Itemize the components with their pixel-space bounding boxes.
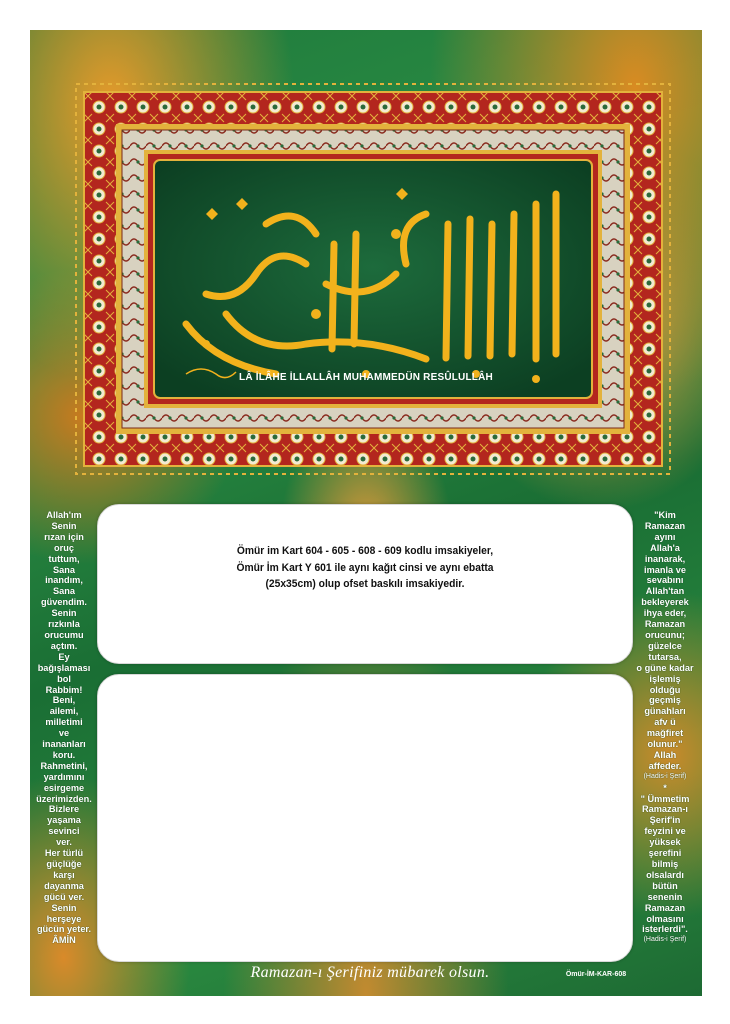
prayer-line: Rabbim! [45,684,83,695]
poster-sheet [30,30,702,996]
hadith-1-line: orucunu; [645,629,685,640]
prayer-line: oruç [54,542,74,553]
prayer-line: yaşama [47,815,81,826]
hadith-2-source: (Hadis-i Şerif) [643,936,687,944]
hadith-1-line: ayını [654,531,676,542]
prayer-line: koru. [52,749,76,760]
prayer-line: Ey [58,651,70,662]
prayer-line: açtım. [50,640,78,651]
prayer-line: Sana [53,586,75,597]
prayer-line: bol [57,673,71,684]
hadith-2-line: bilmiş [651,859,679,869]
hadith-1-line: o güne kadar [636,662,694,673]
hadith-1-line: işlemiş [649,673,681,684]
hadith-1-line: bekleyerek [641,597,689,608]
prayer-line: Senin [51,902,77,913]
prayer-line: Senin [51,608,77,619]
prayer-line: tuttum, [48,553,80,564]
prayer-line: gücü ver. [43,891,85,902]
hadith-1-line: Ramazan [644,619,686,630]
left-prayer-text [32,510,96,946]
prayer-line: Senin [51,520,77,531]
hadith-2-line: " Ümmetim [640,793,690,804]
ornamental-calligraphy-frame [66,74,680,484]
hadith-1-line: sevabını [646,575,684,586]
hadith-2-line: olmasını [646,913,684,924]
prayer-line: üzerimizden. [36,793,92,804]
prayer-line: herşeye [46,913,82,924]
hadith-1-line: mağfiret [646,728,684,739]
hadith-2-line: isterlerdi". [642,924,688,935]
prayer-line: dayanma [44,880,84,891]
prayer-line: sevinci [48,826,80,837]
hadith-2-line: Ramazan [644,902,686,913]
prayer-line: milletimi [45,717,83,728]
prayer-line: esirgeme [43,782,85,793]
notice-panel [97,504,633,664]
calligraphy-transliteration: LÂ İLÂHE İLLALLÂH MUHAMMEDÜN RESÛLULLÂH [239,372,493,383]
notice-line-1: Ömür im Kart 604 - 605 - 608 - 609 kodlu imsakiyeler, [236,545,494,557]
prayer-line: rızkınla [48,619,80,630]
hadith-1-source: (Hadis-i Şerif) [643,772,687,780]
product-code: Ömür-İM-KAR-608 [565,971,627,978]
prayer-line: ailemi, [49,706,79,717]
hadith-2 [632,794,698,936]
hadith-2-line: şerefini [648,848,682,859]
hadith-1-line: olunur." [647,739,683,750]
prayer-line: ve [58,728,70,739]
hadith-1-line: inanarak, [644,553,686,564]
prayer-line: inandım, [45,575,83,586]
prayer-line: Rahmetini, [40,760,88,771]
prayer-line: güçlüğe [46,859,82,869]
hadith-1-line: güzelce [648,640,682,651]
prayer-line: yardımını [43,771,85,782]
prayer-line: bağışlaması [37,662,91,673]
hadith-2-line: Ramazan-ı [642,804,688,815]
hadith-1-line: afv ü [654,717,676,728]
hadith-2-line: Şerif'in [649,815,681,826]
hadith-1-line: günahları [644,706,686,717]
hadith-1-line: imanla ve [644,564,686,575]
hadith-2-line: senenin [647,891,683,902]
prayer-line: ver. [56,837,72,848]
footer-blessing: Ramazan-ı Şerifiniz mübarek olsun. [250,964,490,981]
prayer-line: Allah'ım [46,510,82,520]
prayer-line: inananları [42,739,86,750]
hadith-1-line: Allah'tan [645,586,685,597]
hadith-1-line: Allah'a [650,542,680,553]
right-hadith-text [632,510,698,946]
prayer-line: güvendim. [41,597,87,608]
prayer-line: ÂMİN [52,935,76,946]
hadith-separator: * [663,782,667,793]
prayer-line: gücün yeter. [36,924,92,935]
hadith-1-line: tutarsa, [648,651,682,662]
hadith-1-line: olduğu [649,684,681,695]
prayer-line: rızan için [44,531,84,542]
hadith-2-line: yüksek [649,837,681,848]
prayer-line: Bizlere [48,804,80,815]
hadith-1-line: geçmiş [649,695,681,706]
hadith-1-line: ihya eder, [643,608,687,619]
hadith-2-line: olsalardı [646,869,684,880]
prayer-line: Sana [53,564,75,575]
prayer-line: orucumu [44,629,84,640]
prayer-line: Her türlü [44,848,84,859]
hadith-1 [632,510,698,772]
prayer-line: Beni, [52,695,76,706]
hadith-1-line: "Kim [654,510,676,520]
hadith-2-line: feyzini ve [644,826,686,837]
notice-line-2: Ömür İm Kart Y 601 ile aynı kağıt cinsi ve aynı ebatta [236,561,494,574]
notice-text [119,543,610,593]
prayer-line: karşı [53,869,75,880]
blank-panel [97,674,633,962]
notice-line-3: (25x35cm) olup ofset baskılı imsakiyedir. [265,578,465,590]
hadith-1-line: affeder. [648,760,682,771]
hadith-1-line: Ramazan [644,520,686,531]
hadith-2-line: bütün [652,880,678,891]
hadith-1-line: Allah [653,749,677,760]
